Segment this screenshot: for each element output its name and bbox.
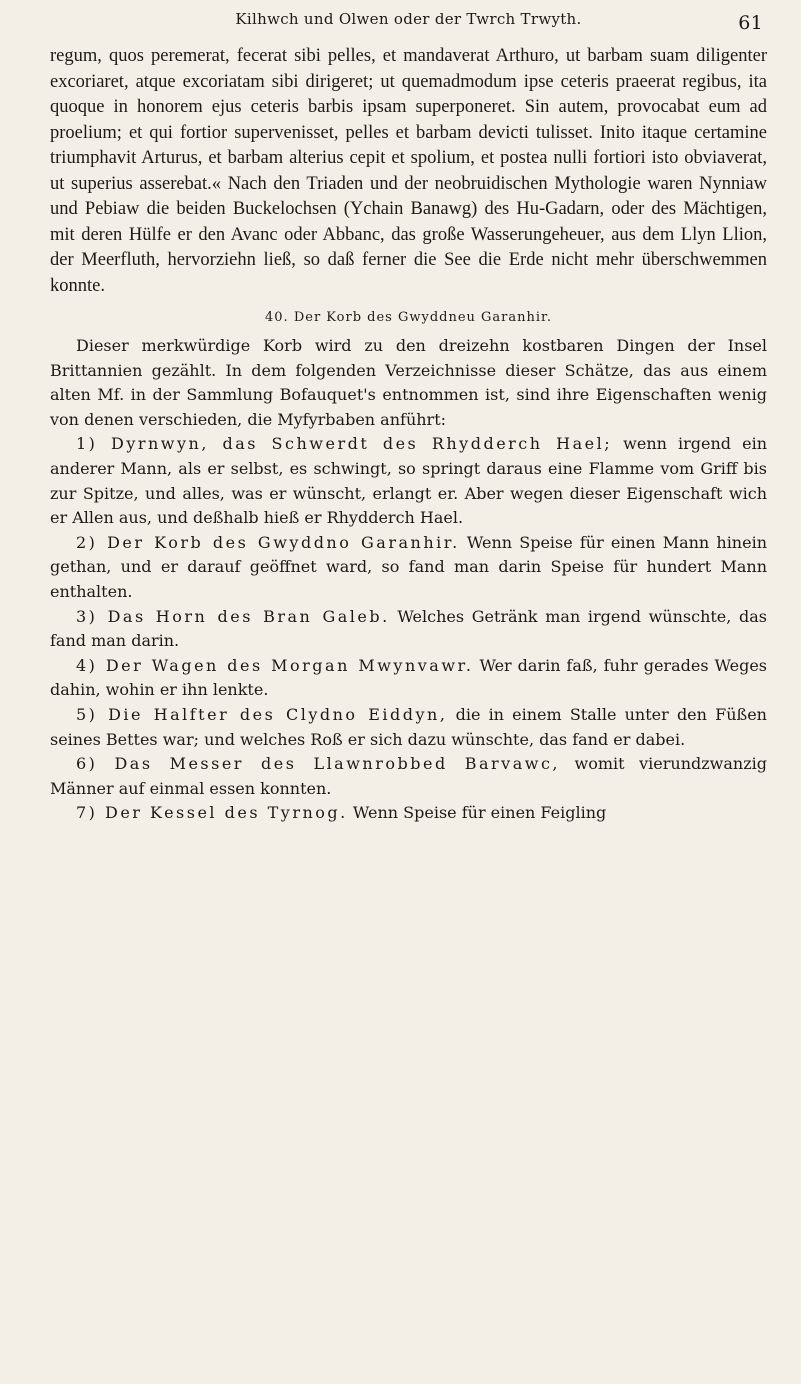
list-item	[50, 703, 767, 752]
list-item	[50, 531, 767, 605]
item-title: 6) Das Messer des Llawnrobbed Barvawc,	[76, 754, 560, 774]
running-title: Kilhwch und Olwen oder der Twrch Trwyth.	[235, 10, 582, 28]
item-text: Wenn Speise für einen Feigling	[347, 803, 607, 823]
section-intro: Dieser merkwürdige Korb wird zu den dreizehn kostbaren Dingen der Insel Brittannien gezählt. In dem folgenden Verzeichnisse dieser Schätze, das aus einem alten Mf. in der Sammlung Bofauquet's entnommen ist, sind ihre Eigenschaften wenig von denen verschieden, die Myfyrbaben anführt:	[50, 336, 767, 429]
list-item	[50, 752, 767, 801]
item-title: 1) Dyrnwyn, das Schwerdt des Rhydderch Hael;	[76, 434, 613, 454]
item-text: Wer darin faß, fuhr gerades Weges dahin, wohin er ihn lenkte.	[50, 655, 768, 700]
list-item	[50, 605, 767, 654]
item-title: 5) Die Halfter des Clydno Eiddyn,	[76, 704, 448, 724]
section-heading: 40. Der Korb des Gwyddneu Garanhir.	[265, 310, 552, 325]
list-item	[50, 432, 767, 530]
item-title: 4) Der Wagen des Morgan Mwynvawr.	[76, 655, 474, 675]
body-text	[50, 44, 767, 826]
list-item	[50, 654, 767, 703]
item-text: die in einem Stalle unter den Füßen seines Bettes war; und welches Roß er sich dazu wünschte, das fand er dabei.	[50, 704, 767, 749]
item-title: 7) Der Kessel des Tyrnog.	[76, 803, 348, 823]
item-text: womit vierundzwanzig Männer auf einmal essen konnten.	[50, 754, 767, 798]
page-number: 61	[738, 12, 763, 34]
item-text: wenn irgend ein anderer Mann, als er selbst, es schwingt, so springt daraus eine Flamme vom Griff bis zur Spitze, und alles, was er wünscht, erlangt er. Aber wegen dieser Eigenschaft wich er Allen aus, und deßhalb hieß er Rhydderch Hael.	[50, 434, 767, 528]
latin-paragraph: regum, quos peremerat, fecerat sibi pelles, et mandaverat Arthuro, ut barbam suam diligenter excoriaret, atque excoriatam sibi dirigeret; ut quemadmodum ipse ceteris praeerat regibus, ita quoque in honorem ejus ceteris barbis ipsam superponeret. Sin autem, provocabat eum ad proelium; et qui fortior supervenisset, pelles et barbam devicti tulisset. Inito itaque certamine triumphavit Arturus, et barbam alterius cepit et spolium, et postea nulli fortiori isto obviaverat, ut superius asserebat.« Nach den Triaden und der neobruidischen Mythologie waren Nynniaw und Pebiaw die beiden Buckelochsen (Ychain Banawg) des Hu-Gadarn, oder des Mächtigen, mit deren Hülfe er den Avanc oder Abbanc, das große Wasserungeheuer, aus dem Llyn Llion, der Meerfluth, hervorziehn ließ, so daß ferner die See die Erde nicht mehr überschwemmen konnte.	[50, 46, 767, 296]
running-head	[50, 10, 767, 38]
section-body	[50, 334, 767, 826]
item-text: Welches Getränk man irgend wünschte, das fand man darin.	[50, 606, 768, 651]
item-title: 2) Der Korb des Gwyddno Garanhir.	[76, 532, 460, 552]
list-item	[50, 801, 767, 826]
item-text: Wenn Speise für einen Mann hinein gethan, und er darauf geöffnet ward, so fand man darin Speise für hundert Mann enthalten.	[50, 532, 767, 601]
item-title: 3) Das Horn des Bran Galeb.	[76, 606, 390, 626]
